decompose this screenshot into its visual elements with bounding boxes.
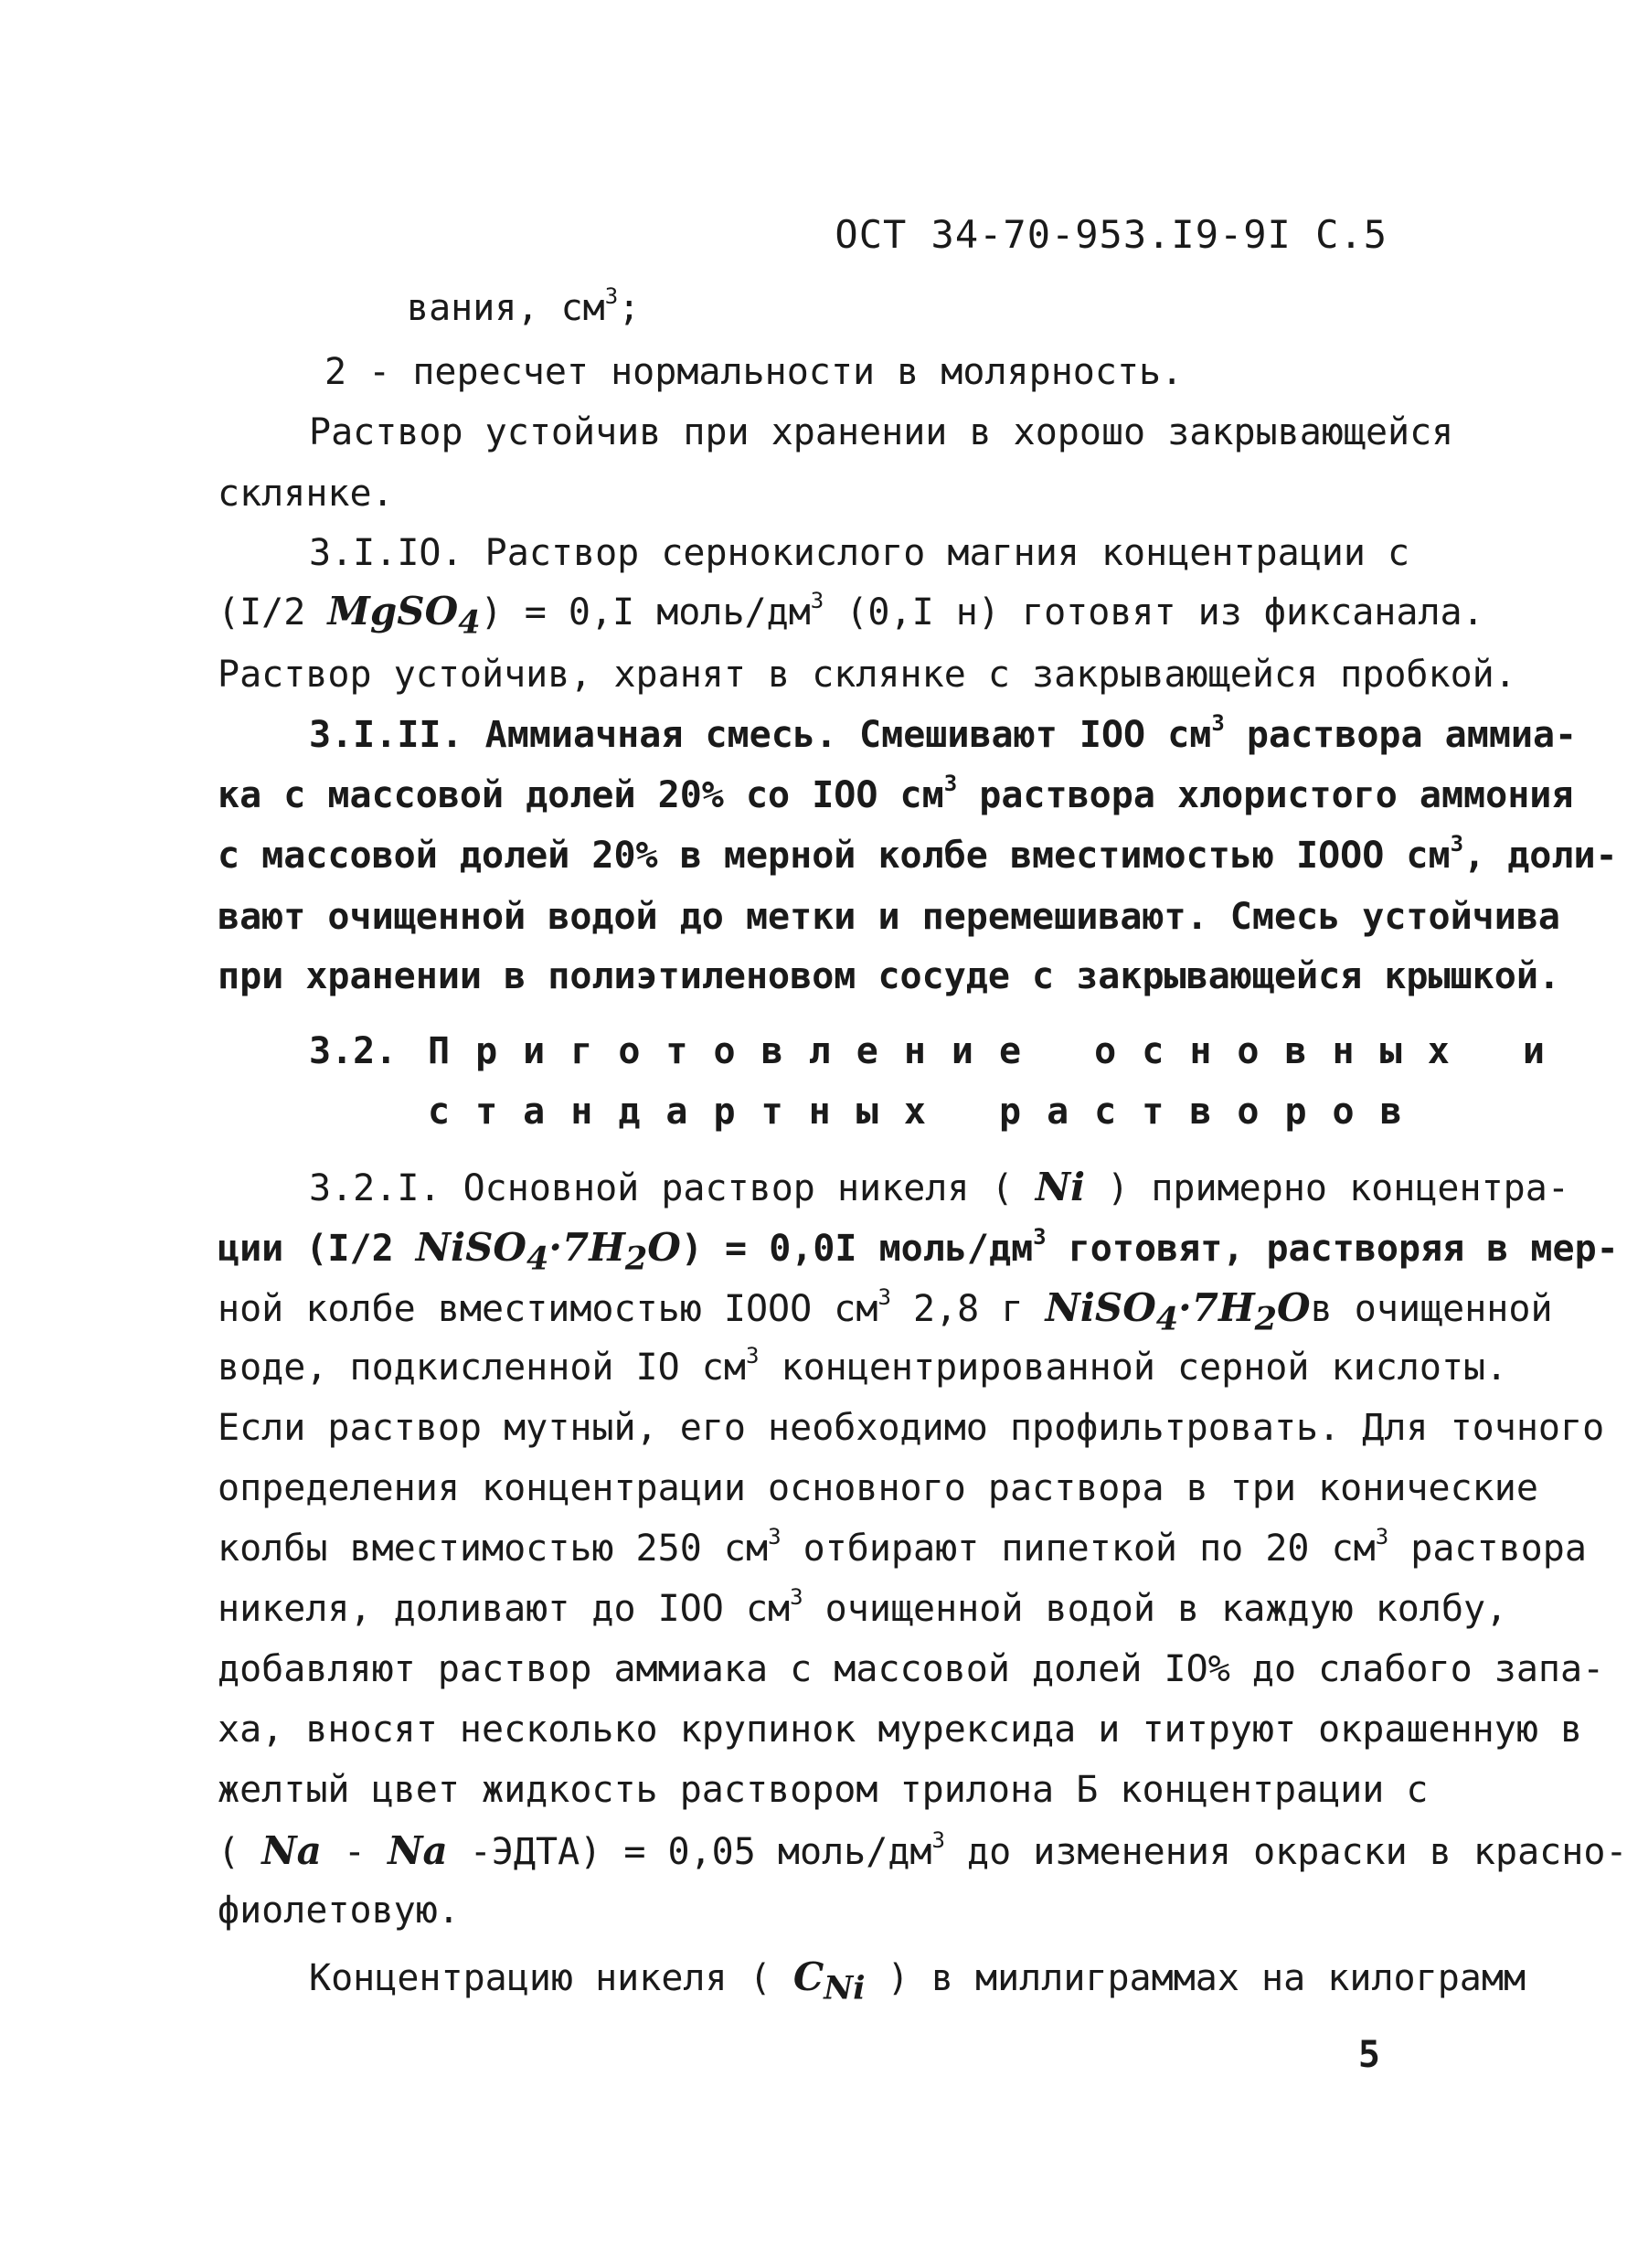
text-line: 2 - пересчет нормальности в молярность. <box>324 351 1184 393</box>
text-line: Концентрацию никеля ( $C_{Ni}$ ) в миллиграммах на килограмм <box>309 1954 1526 2007</box>
text-line: фиолетовую. <box>218 1890 460 1932</box>
text-line: Если раствор мутный, его необходимо профильтровать. Для точного <box>218 1407 1605 1449</box>
text-line: ции (I/2 $NiSO_4\cdot 7H_2O) = 0,0I$ моль/$дм^3$ готовят, растворяя в мер- <box>218 1224 1619 1278</box>
formula: $NiSO_4\cdot 7H_2O$ <box>1045 1285 1311 1338</box>
formula: $C_{Ni}$ <box>792 1954 866 2007</box>
section-title-line-2: стандартных растворов <box>428 1091 1428 1133</box>
text-line: добавляют раствор аммиака с массовой долей IO% до слабого запа- <box>218 1648 1605 1690</box>
text-line: вания, $см^3$; <box>407 283 641 329</box>
text-line: (I/2 MgSO$_4$) = 0,I моль/$дм^3$ (0,I н) готовят из фиксанала. <box>218 588 1484 642</box>
page-number: 5 <box>1357 2034 1380 2076</box>
text-line: ка с массовой долей 20% со IOO $см^3$ раствора хлористого аммония <box>218 771 1574 816</box>
formula: MgSO$_4$ <box>327 589 481 642</box>
document-header: ОСТ 34-70-953.I9-9I С.5 <box>835 212 1388 257</box>
text-line: колбы вместимостью 250 $см^3$ отбирают пипеткой по 20 $см^3$ раствора <box>218 1524 1587 1570</box>
text-line: с массовой долей 20% в мерной колбе вместимостью IOOO $см^3$, доли- <box>218 831 1618 877</box>
formula: Na <box>261 1828 322 1873</box>
section-number: 3.2. <box>309 1030 398 1072</box>
text-line: при хранении в полиэтиленовом сосуде с закрывающейся крышкой. <box>218 955 1561 997</box>
text-line: вают очищенной водой до метки и перемешивают. Смесь устойчива <box>218 896 1561 938</box>
text-line: 3.I.IO. Раствор сернокислого магния концентрации с <box>309 532 1410 574</box>
text-line: склянке. <box>218 473 394 515</box>
formula: Ni <box>1035 1165 1086 1209</box>
text-line: воде, подкисленной IO $см^3$ концентрированной серной кислоты. <box>218 1343 1508 1389</box>
text-line: желтый цвет жидкость раствором трилона Б концентрации с <box>218 1769 1429 1811</box>
text-line: Раствор устойчив при хранении в хорошо закрывающейся <box>309 411 1454 453</box>
text-line: ( Na - Na -ЭДТА) = 0,05 моль/$дм^3$ до изменения окраски в красно- <box>218 1827 1627 1873</box>
text-line: 3.I.II. Аммиачная смесь. Смешивают IOO $см^3$ раствора аммиа- <box>309 710 1578 756</box>
formula: $NiSO_4\cdot 7H_2O$ <box>415 1225 681 1278</box>
text-line: никеля, доливают до IOO $см^3$ очищенной водой в каждую колбу, <box>218 1584 1508 1630</box>
text-line: Раствор устойчив, хранят в склянке с закрывающейся пробкой. <box>218 654 1516 696</box>
section-title-line-1: Приготовление основных и <box>428 1030 1570 1072</box>
text-line: ной колбе вместимостью IOOO $см^3$ 2,8 г $NiSO_4\cdot 7H_2Oв$ очищенной <box>218 1284 1553 1338</box>
formula: Na <box>388 1828 448 1873</box>
text-line: ха, вносят несколько крупинок мурексида и титруют окрашенную в <box>218 1709 1583 1751</box>
text-line: 3.2.I. Основной раствор никеля ( Ni ) примерно концентра- <box>309 1165 1569 1209</box>
text-line: определения концентрации основного раствора в три конические <box>218 1467 1538 1509</box>
